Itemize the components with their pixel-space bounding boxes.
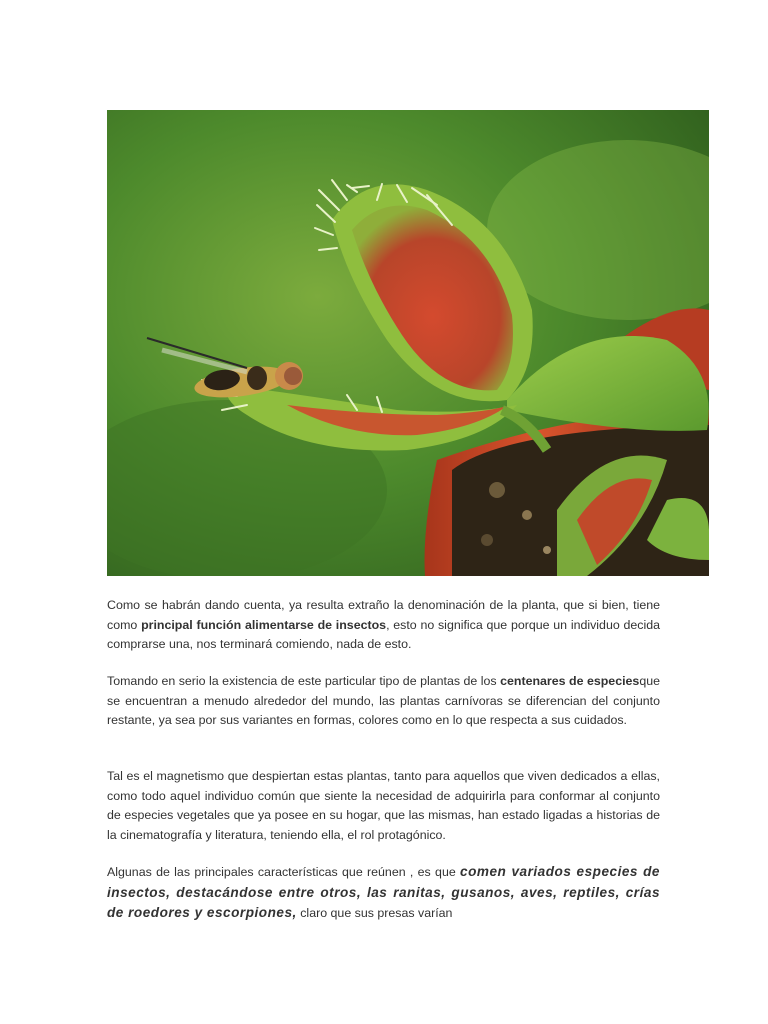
venus-flytrap-photo [107,110,709,576]
paragraph-4-text-a: Algunas de las principales características que reúnen , es que [107,865,461,879]
paragraph-2 [107,672,660,731]
paragraph-4 [107,862,660,924]
venus-flytrap-with-fly-icon [107,110,709,576]
paragraph-2-bold: centenares de especies [500,674,640,688]
paragraph-2-text-c: que se encuentran a menudo alrededor del mundo, las plantas carnívoras se diferencian del conjunto restante, ya sea por sus variantes en formas, colores como en lo que respecta a sus cuidados. [107,674,660,727]
paragraph-3-text: Tal es el magnetismo que despiertan estas plantas, tanto para aquellos que viven dedicados a ellas, como todo aquel individuo común que siente la necesidad de adquirirla para conformar al conjunto de especies vegetales que ya posee en su hogar, que las mismas, han estado ligadas a historias de la cinematografía y literatura, teniendo ella, el rol protagónico. [107,769,660,842]
paragraph-2-text-a: Tomando en serio la existencia de este particular tipo de plantas de los [107,674,501,688]
paragraph-3 [107,767,660,845]
paragraph-4-text-c: claro que sus presas varían [296,906,453,920]
paragraph-1-text-a: Como se habrán dando cuenta, ya resulta extraño la denominación de la planta, que si bien, tiene como [107,598,660,632]
paragraph-1-bold: principal función alimentarse de insectos [141,617,387,632]
paragraph-1-text-c: , esto no significa que porque un individuo decida comprarse una, nos terminará comiendo, nada de esto. [107,617,660,651]
paragraph-4-emphasis: comen variados especies de insectos, destacándose entre otros, las ranitas, gusanos, aves, reptiles, crías de roedores y escorpiones, [107,864,660,920]
paragraph-1 [107,596,660,655]
